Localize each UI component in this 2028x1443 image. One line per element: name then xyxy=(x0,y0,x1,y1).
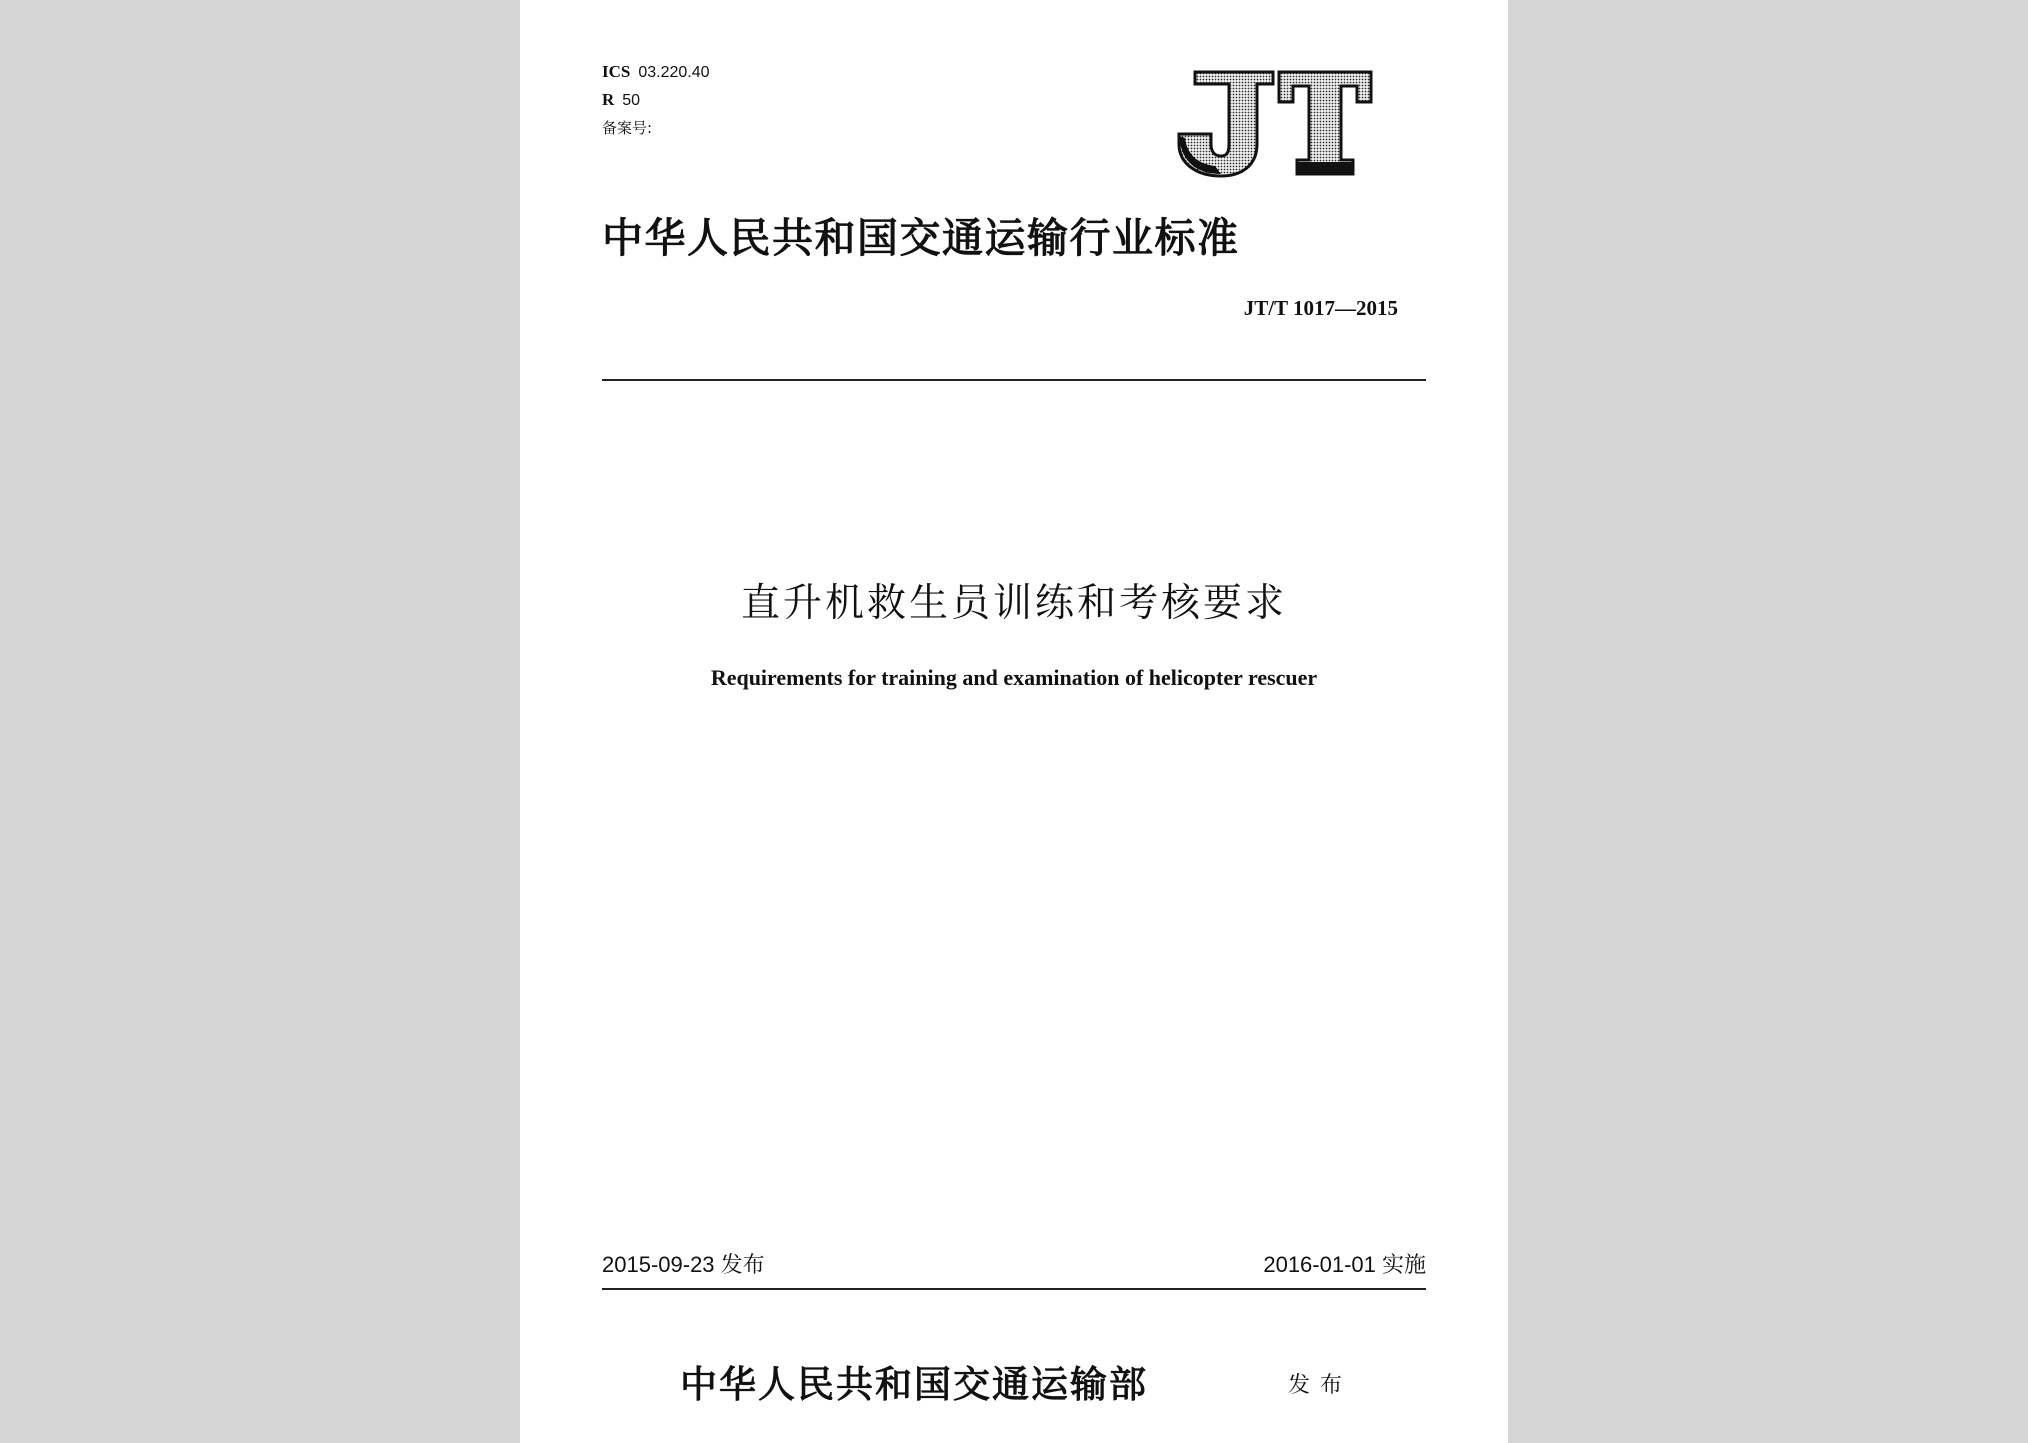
ics-row xyxy=(602,58,710,86)
jt-logo-graphic xyxy=(1175,66,1375,178)
issue-date: 2015-09-23 发布 xyxy=(602,1252,765,1277)
class-value: 50 xyxy=(622,92,641,109)
standard-title: 中华人民共和国交通运输行业标准 xyxy=(602,214,1240,262)
publish-label: 发布 xyxy=(1288,1373,1353,1398)
class-row xyxy=(602,86,710,114)
standard-number: JT/T 1017—2015 xyxy=(1243,296,1398,320)
filing-label: 备案号: xyxy=(602,119,653,137)
classification-info xyxy=(602,58,710,142)
top-divider xyxy=(602,379,1426,381)
document-title-en: Requirements for training and examination of helicopter rescuer xyxy=(710,665,1318,690)
effective-date: 2016-01-01 实施 xyxy=(1263,1252,1426,1277)
publisher-name: 中华人民共和国交通运输部 xyxy=(680,1363,1148,1406)
document-title-cn: 直升机救生员训练和考核要求 xyxy=(740,581,1287,626)
bottom-divider xyxy=(602,1288,1426,1290)
ics-value: 03.220.40 xyxy=(638,64,710,81)
class-label: R xyxy=(602,90,615,109)
document-cover-page xyxy=(520,0,1508,1443)
ics-label: ICS xyxy=(602,62,631,81)
jt-logo xyxy=(1175,66,1375,178)
filing-row xyxy=(602,114,710,142)
